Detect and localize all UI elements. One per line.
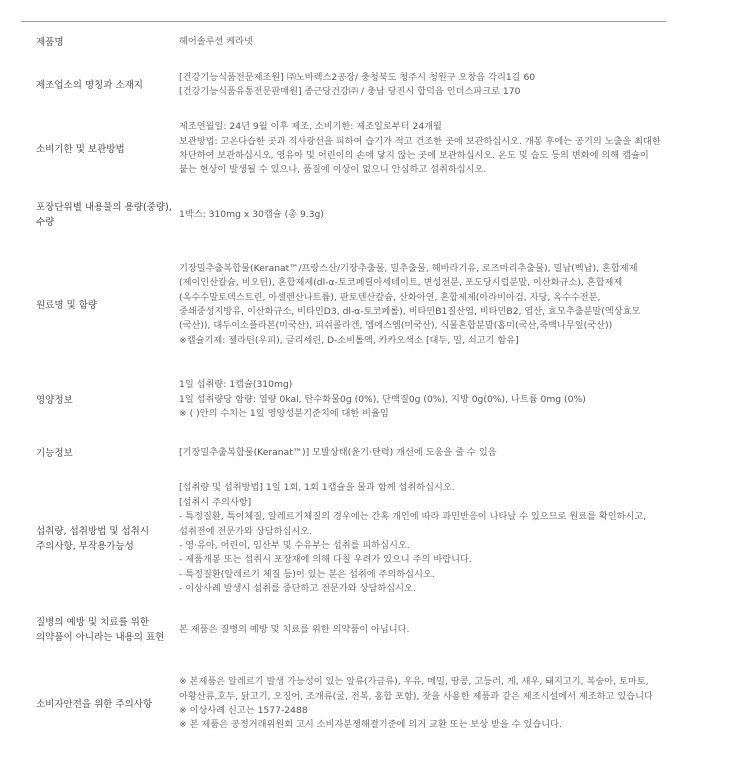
info-table — [21, 22, 666, 750]
info-row-not-medicine — [21, 602, 666, 658]
row-value — [178, 262, 666, 348]
value-line: 기장밀추출복합물(Keranat™/프랑스산/기장추출물, 밀추출물, 해바라기유, 로즈마리추출물), 밀납(벡납), 혼합제제(제이인산칼슘, 비오틴), 혼합제제(dl-α-토코페릴아세테이트, 변성전분, 포도당시럽분말, 이산화규소), 혼합제제(옥수수말토덱스트린, 아셀렌산나트륨), 판토텐산칼슘, 산화아연, 혼합제제(아라비아검, 자당, 옥수수전분, 중쇄중성지방유, 이산화규소, 비타민D3, dl-α-토코페롤), 비타민B1질산염, 비타민B2, 엽산, 효모추출분말(엑상효모(국산)), 대두이소플라본(미국산), 피쉬콜라겐, 엠에스엠(미국산), 식물혼합분말(홉미(국산,죽백나무잎(국산)) — [179, 262, 641, 332]
info-row-product-name — [21, 22, 666, 62]
info-row-package-quantity — [21, 190, 666, 240]
row-value — [178, 120, 666, 178]
info-row-intake-precautions — [21, 476, 666, 602]
value-line: - 이상사례 발생시 섭취를 중단하고 전문가와 상담하십시오. — [179, 583, 416, 595]
info-row-consumer-safety — [21, 658, 666, 750]
row-label: 원료명 및 함량 — [36, 299, 98, 311]
row-label: 제품명 — [36, 36, 64, 48]
row-value — [178, 378, 666, 421]
value-line: 1일 섭취량당 함량: 열량 0kal, 탄수화물0g (0%), 단백질0g (0%), 지방 0g(0%), 나트륨 0mg (0%) — [179, 393, 586, 405]
row-value — [178, 446, 666, 460]
row-label: 기능정보 — [36, 447, 73, 459]
row-value — [178, 35, 666, 49]
row-value — [178, 481, 666, 596]
info-row-function — [21, 430, 666, 476]
info-row-manufacturer — [21, 62, 666, 108]
value-line: [섭취시 주의사항] — [179, 496, 252, 508]
info-row-nutrition — [21, 370, 666, 430]
value-line: ※ ( )안의 수치는 1일 영양성분기준치에 대한 비율임 — [179, 408, 389, 420]
value-line: - 특정질환, 특이체질, 알레르기체질의 경우에는 간혹 개인에 따라 과민반응이 나타날 수 있으므로 원료를 확인하시고, 섭취전에 전문가와 상담하십시오. — [179, 511, 647, 537]
value-line: - 특정질환(알레르기 체질 등)이 있는 분은 섭취에 주의하십시오. — [179, 568, 435, 580]
value-line: [건강기능식품전문제조원] ㈜노바렉스2공장/ 충청북도 청주시 청원구 오창읍 각리1길 60 — [179, 71, 536, 83]
value-line: 1박스: 310mg x 30캡슐 (총 9.3g) — [179, 208, 324, 220]
row-label: 소비자안전을 위한 주의사항 — [36, 698, 153, 710]
value-line: [기장밀추출복합물(Keranat™)] 모발상태(윤기·탄력) 개선에 도움을 줄 수 있음 — [179, 446, 497, 458]
row-label: 제조업소의 명칭과 소재지 — [36, 79, 143, 91]
value-line: ※ 본 제품은 공정거래위원회 고시 소비자분쟁해결기준에 의거 교환 또는 보상 받을 수 있습니다. — [179, 719, 562, 731]
value-line: [건강기능식품유통전문판매원] 종근당건강㈜ / 충남 당진시 합덕읍 인더스파크로 170 — [179, 86, 521, 97]
value-line: 보관방법: 고온다습한 곳과 직사광선을 피하여 습기가 적고 건조한 곳에 보관하십시오. 개봉 후에는 공기의 노출을 최대한 차단하여 보관하십시오, 영유아 및 어린이의 손에 닿지 않는 곳에 보관하십시오. 온도 및 습도 등의 변화에 의해 캡슐이 붙는 현상이 발생될 수 있으나, 품질에 이상이 없으니 안심하고 섭취하십시오. — [179, 135, 661, 176]
row-label: 영양정보 — [36, 394, 73, 406]
value-line: 제조연월일: 24년 9월 이후 제조, 소비기한: 제조일로부터 24개월 — [179, 121, 442, 133]
value-line: ※캡슐기제: 젤라틴(우피), 글리세린, D-소비톨액, 카카오색소 [대두, 밀, 쇠고기 함유] — [179, 334, 519, 346]
value-line: ※ 본제품은 알레르기 발생 가능성이 있는 알류(가금류), 우유, 메밀, 땅콩, 고등러, 게, 새우, 돼지고기, 복숭아, 토마토, 아황산류,호두, 닭고기, 오징어, 조개류(굴, 전복, 홍합 포함), 잣을 사용한 제품과 같은 제조시설에서 제조하고 있습니다 — [179, 676, 653, 702]
row-value — [178, 623, 666, 637]
value-line: - 제품개봉 또는 섭취시 포장재에 의해 다칠 우려가 있으니 주의 바랍니다. — [179, 554, 472, 566]
row-value — [178, 675, 666, 733]
value-line: ※ 이상사례 신고는 1577-2488 — [179, 705, 308, 716]
value-line: - 영·유아, 어린이, 임산부 및 수유부는 섭취를 피하십시오. — [179, 540, 410, 551]
row-value — [178, 208, 666, 222]
value-line: [섭취량 및 섭취방법] 1일 1회, 1회 1캡슐을 물과 함께 섭취하십시오. — [179, 482, 455, 494]
row-label: 질병의 예방 및 치료를 위한 의약품이 아니라는 내용의 표현 — [36, 617, 165, 643]
row-label: 포장단위별 내용물의 용량(중량), 수량 — [36, 202, 172, 228]
row-label: 섭취량, 섭취방법 및 섭취시 주의사항, 부작용가능성 — [36, 526, 150, 552]
info-row-expiry-storage — [21, 108, 666, 190]
value-line: 본 제품은 질병의 예방 및 치료를 위한 의약품이 아닙니다. — [179, 623, 410, 635]
row-label: 소비기한 및 보관방법 — [36, 143, 125, 155]
info-row-ingredients — [21, 240, 666, 370]
row-value — [178, 71, 666, 100]
value-line: 1일 섭취량: 1캡슐(310mg) — [179, 379, 293, 391]
value-line: 헤어솔루션 케라넷 — [179, 35, 253, 47]
